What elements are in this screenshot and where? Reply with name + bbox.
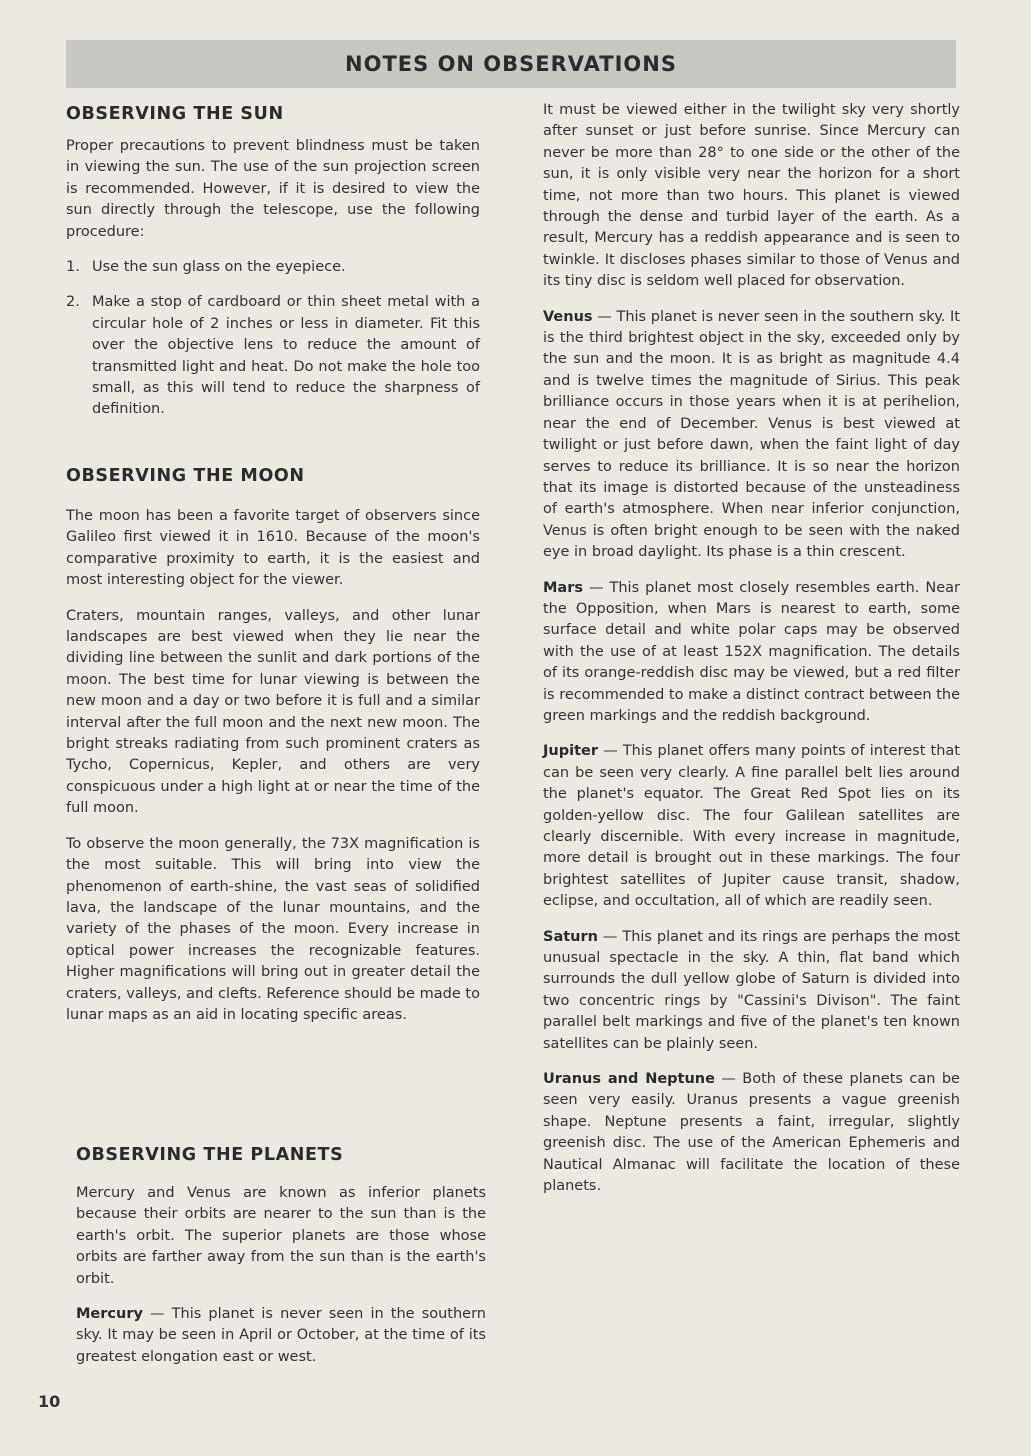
planets-intro: Mercury and Venus are known as inferior planets because their orbits are nearer to the sun than is the earth's orbit. The superior planets are those whose orbits are farther away from the sun than is the earth's orbit. [76,1185,486,1287]
mars-paragraph [543,578,960,728]
mercury-continued: It must be viewed either in the twilight sky very shortly after sunset or just before sunrise. Since Mercury can never be more than 28° to one side or the other of the sun, it is only visible very near the horizon for a short time, not more than two hours. This planet is viewed through the dense and turbid layer of the earth. As a result, Mercury has a reddish appearance and is seen to twinkle. It discloses phases similar to those of Venus and its tiny disc is seldom well placed for observation. [543,102,960,290]
page-number: 10 [38,1392,61,1411]
jupiter-text: — This planet offers many points of interest that can be seen very clearly. A fine parallel belt lies around the planet's equator. The Great Red Spot lies on its golden-yellow disc. The four Galilean satellites are clearly discernible. With every increase in magnitude, more detail is brought out in these markings. The four brightest satellites of Jupiter cause transit, shadow, eclipse, and occultation, all of which are readily seen. [543,743,960,910]
mars-text: — This planet most closely resembles earth. Near the Opposition, when Mars is nearest to earth, some surface detail and white polar caps may be observed with the use of at least 152X magnification. The details of its orange-reddish disc may be viewed, but a red filter is recommended to make a distinct contract between the green markings and the reddish background. [543,579,960,724]
list-text: Make a stop of cardboard or thin sheet metal with a circular hole of 2 inches or less in diameter. Fit this over the objective lens to reduce the amount of transmitted light and heat. Do not make the hole too small, as this will tend to reduce the sharpness of definition. [92,294,480,418]
uranus-neptune-text: — Both of these planets can be seen very easily. Uranus presents a vague greenish shape. Neptune presents a faint, irregular, slightly greenish disc. The use of the American Ephemeris and Nautical Almanac will facilitate the location of these planets. [543,1071,960,1195]
mercury-text: — This planet is never seen in the southern sky. It may be seen in April or October, at the time of its greatest elongation east or west. [76,1306,486,1365]
mars-term: Mars [543,579,583,596]
list-text: Use the sun glass on the eyepiece. [92,259,346,276]
uranus-neptune-paragraph [543,1069,960,1197]
moon-paragraph-3: To observe the moon generally, the 73X magnification is the most suitable. This will bring into view the phenomenon of earth-shine, the vast seas of solidified lava, the landscape of the lunar mountains, and the variety of the phases of the moon. Every increase in optical power increases the recognizable features. Higher magnifications will bring out in greater detail the craters, valleys, and clefts. Reference should be made to lunar maps as an aid in locating specific areas. [66,835,480,1023]
venus-paragraph [543,307,960,564]
right-column [543,100,960,1212]
sun-heading: OBSERVING THE SUN [66,104,284,124]
venus-text: — This planet is never seen in the southern sky. It is the third brightest object in the sky, exceeded only by the sun and the moon. It is as bright as magnitude 4.4 and is twelve times the magnitude of Sirius. This peak brilliance occurs in those years when it is at perihelion, near the end of December. Venus is best viewed at twilight or just before dawn, when the faint light of day serves to reduce its brilliance. It is so near the horizon that its image is distorted because of the unsteadiness of earth's atmosphere. When near inferior conjunction, Venus is often bright enough to be seen with the naked eye in broad daylight. Its phase is a thin crescent. [543,308,960,561]
list-number: 1. [66,259,80,276]
moon-heading: OBSERVING THE MOON [66,466,305,486]
venus-term: Venus [543,308,593,325]
section-sun [66,104,480,435]
sun-intro: Proper precautions to prevent blindness must be taken in viewing the sun. The use of the sun projection screen is recommended. However, if it is desired to view the sun directly through the telescope, use the following procedure: [66,138,480,240]
list-item [66,257,480,278]
mercury-paragraph [76,1304,486,1368]
jupiter-paragraph [543,741,960,912]
title-banner [66,40,956,88]
moon-paragraph-2: Craters, mountain ranges, valleys, and other lunar landscapes are best viewed when they lie near the dividing line between the sunlit and dark portions of the moon. The best time for lunar viewing is between the new moon and a day or two before it is full and a similar interval after the full moon and the next new moon. The bright streaks radiating from such prominent craters as Tycho, Copernicus, Kepler, and others are very conspicuous under a high light at or near the time of the full moon. [66,607,480,817]
list-number: 2. [66,294,80,311]
mercury-term: Mercury [76,1306,143,1323]
saturn-paragraph [543,927,960,1055]
moon-paragraph-1: The moon has been a favorite target of observers since Galileo first viewed it in 1610. Because of the moon's comparative proximity to earth, it is the easiest and most interesting object for the viewer. [66,508,480,589]
jupiter-term: Jupiter [543,743,598,760]
page-title: NOTES ON OBSERVATIONS [345,52,677,76]
planets-heading: OBSERVING THE PLANETS [76,1145,344,1165]
section-moon [66,466,480,1040]
list-item [66,292,480,420]
saturn-text: — This planet and its rings are perhaps the most unusual spectacle in the sky. A thin, flat band which surrounds the dull yellow globe of Saturn is divided into two concentric rings by "Cassini's Divison". The faint parallel belt markings and five of the planet's ten known satellites can be plainly seen. [543,928,960,1052]
section-planets [76,1145,486,1382]
uranus-neptune-term: Uranus and Neptune [543,1071,715,1088]
saturn-term: Saturn [543,928,598,945]
